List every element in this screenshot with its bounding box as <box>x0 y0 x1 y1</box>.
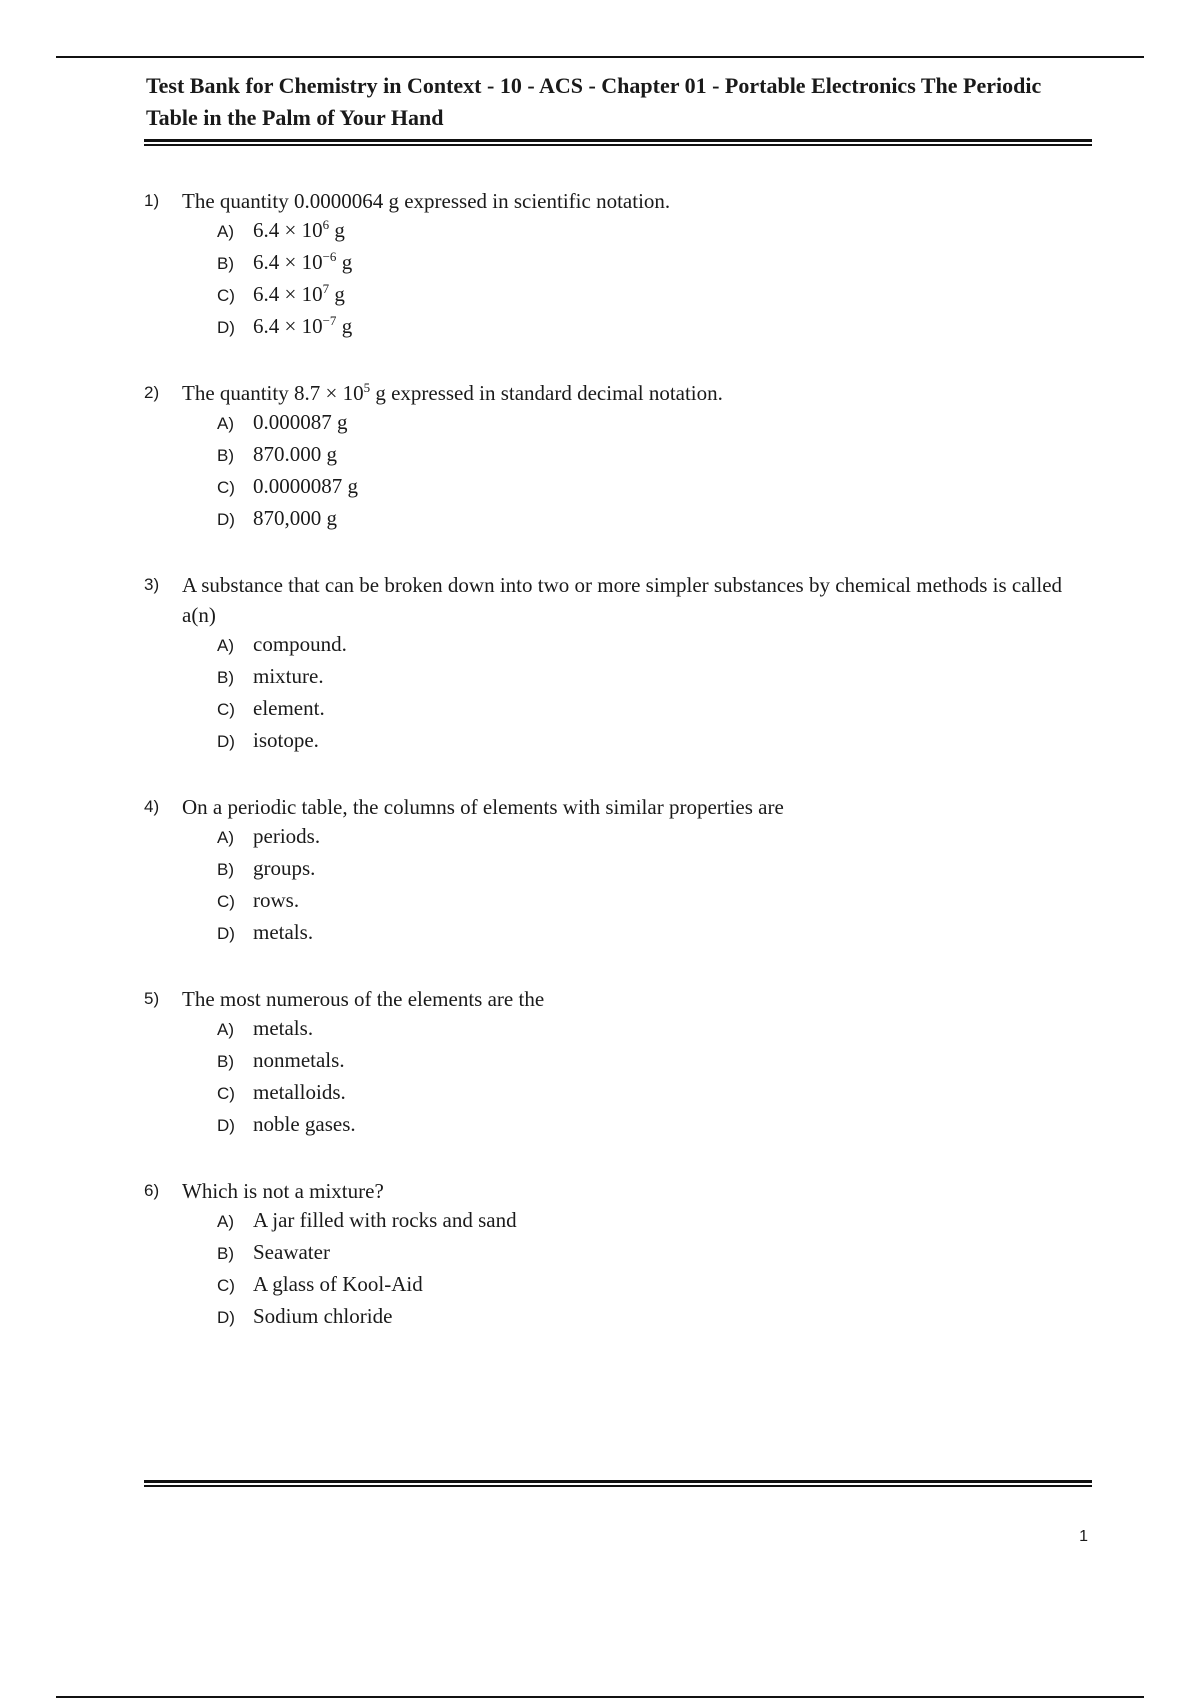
answer-choices <box>217 410 1064 538</box>
choice-letter: D) <box>217 732 235 751</box>
answer-choice-d <box>217 506 1064 538</box>
choice-letter: C) <box>217 286 235 305</box>
question-number: 6) <box>144 1181 160 1200</box>
choice-letter: A) <box>217 414 234 433</box>
choice-text: metals. <box>253 920 314 944</box>
choice-text: $6.4 \times 10^{-7}$ g <box>253 313 353 338</box>
question-6 <box>144 1176 1064 1336</box>
header-divider <box>144 139 1092 146</box>
choice-letter: C) <box>217 1084 235 1103</box>
document-title: Test Bank for Chemistry in Context - 10 - ACS - Chapter 01 - Portable Electronics The Periodic Table in the Palm of Your Hand <box>146 73 1042 130</box>
choice-text: $6.4 \times 10^6$ g <box>253 217 345 242</box>
question-number: 5) <box>144 989 160 1008</box>
question-number: 2) <box>144 383 160 402</box>
answer-choice-b <box>217 1240 1064 1272</box>
answer-choice-b <box>217 442 1064 474</box>
answer-choice-c <box>217 888 1064 920</box>
choice-text: $6.4 \times 10^{-6}$ g <box>253 249 353 274</box>
answer-choice-d <box>217 314 1064 346</box>
question-number: 4) <box>144 797 160 816</box>
question-4 <box>144 792 1064 952</box>
answer-choices <box>217 1208 1064 1336</box>
choice-text: Seawater <box>253 1240 330 1264</box>
answer-choice-d <box>217 1112 1064 1144</box>
question-text: A substance that can be broken down into two or more simpler substances by chemical methods is called a(n) <box>182 573 1063 627</box>
answer-choice-b <box>217 664 1064 696</box>
choice-text: 0.000087 g <box>253 410 348 434</box>
choice-text: nonmetals. <box>253 1048 345 1072</box>
answer-choice-a <box>217 1208 1064 1240</box>
question-text: The quantity 0.0000064 g expressed in scientific notation. <box>182 189 671 213</box>
bottom-rule <box>56 1696 1144 1698</box>
answer-choice-c <box>217 1272 1064 1304</box>
answer-choice-c <box>217 282 1064 314</box>
question-2 <box>144 378 1064 538</box>
question-1 <box>144 186 1064 346</box>
choice-text: $6.4 \times 10^7$ g <box>253 281 345 306</box>
choice-text: 870,000 g <box>253 506 337 530</box>
choice-letter: B) <box>217 1244 234 1263</box>
choice-text: noble gases. <box>253 1112 356 1136</box>
choice-text: periods. <box>253 824 321 848</box>
choice-text: groups. <box>253 856 316 880</box>
choice-letter: D) <box>217 318 235 337</box>
choice-letter: A) <box>217 222 234 241</box>
choice-letter: C) <box>217 478 235 497</box>
choice-text: 870.000 g <box>253 442 337 466</box>
choice-letter: A) <box>217 1212 234 1231</box>
choice-letter: D) <box>217 1308 235 1327</box>
choice-letter: D) <box>217 1116 235 1135</box>
answer-choice-a <box>217 1016 1064 1048</box>
answer-choices <box>217 218 1064 346</box>
answer-choices <box>217 824 1064 952</box>
question-text: The quantity $8.7 \times 10^5$ g expressed in standard decimal notation. <box>182 380 723 405</box>
document-header <box>146 70 1086 134</box>
choice-letter: B) <box>217 668 234 687</box>
question-list <box>144 186 1064 1368</box>
answer-choice-a <box>217 218 1064 250</box>
answer-choice-d <box>217 920 1064 952</box>
choice-text: metals. <box>253 1016 314 1040</box>
answer-choice-c <box>217 474 1064 506</box>
choice-letter: D) <box>217 924 235 943</box>
choice-letter: B) <box>217 860 234 879</box>
question-3 <box>144 570 1064 760</box>
answer-choice-c <box>217 1080 1064 1112</box>
choice-text: mixture. <box>253 664 324 688</box>
choice-letter: A) <box>217 828 234 847</box>
footer-divider <box>144 1480 1092 1487</box>
choice-text: A jar filled with rocks and sand <box>253 1208 517 1232</box>
question-text: On a periodic table, the columns of elements with similar properties are <box>182 795 784 819</box>
question-5 <box>144 984 1064 1144</box>
answer-choice-b <box>217 250 1064 282</box>
choice-text: isotope. <box>253 728 319 752</box>
answer-choices <box>217 1016 1064 1144</box>
choice-text: 0.0000087 g <box>253 474 358 498</box>
choice-letter: C) <box>217 1276 235 1295</box>
choice-text: rows. <box>253 888 300 912</box>
choice-letter: B) <box>217 1052 234 1071</box>
choice-text: compound. <box>253 632 347 656</box>
choice-text: A glass of Kool-Aid <box>253 1272 423 1296</box>
choice-text: metalloids. <box>253 1080 346 1104</box>
question-number: 1) <box>144 191 160 210</box>
page-number: 1 <box>1079 1528 1088 1545</box>
choice-letter: D) <box>217 510 235 529</box>
question-text: Which is not a mixture? <box>182 1179 384 1203</box>
choice-letter: A) <box>217 636 234 655</box>
top-rule <box>56 56 1144 58</box>
choice-text: Sodium chloride <box>253 1304 393 1328</box>
choice-letter: C) <box>217 892 235 911</box>
answer-choice-a <box>217 632 1064 664</box>
choice-letter: B) <box>217 446 234 465</box>
answer-choice-d <box>217 728 1064 760</box>
answer-choice-a <box>217 824 1064 856</box>
choice-text: element. <box>253 696 325 720</box>
choice-letter: A) <box>217 1020 234 1039</box>
answer-choice-b <box>217 1048 1064 1080</box>
choice-letter: B) <box>217 254 234 273</box>
answer-choice-d <box>217 1304 1064 1336</box>
question-text: The most numerous of the elements are the <box>182 987 545 1011</box>
answer-choice-a <box>217 410 1064 442</box>
answer-choices <box>217 632 1064 760</box>
question-number: 3) <box>144 575 160 594</box>
choice-letter: C) <box>217 700 235 719</box>
answer-choice-c <box>217 696 1064 728</box>
answer-choice-b <box>217 856 1064 888</box>
